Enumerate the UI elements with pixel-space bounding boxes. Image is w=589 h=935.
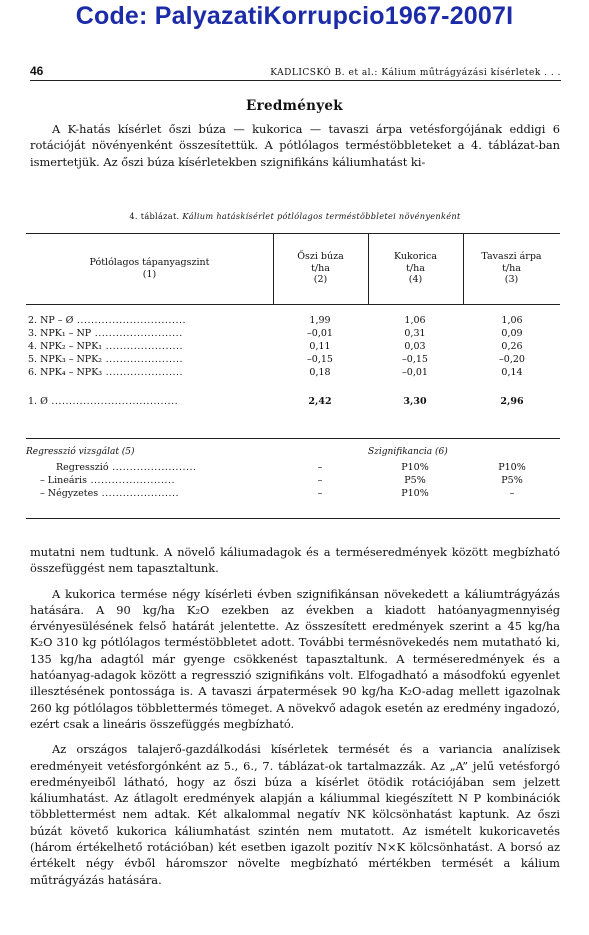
intro-text [30,121,560,170]
table-caption-number: 4. táblázat. [129,211,180,221]
running-head [30,64,561,78]
significance-heading: Szignifikancia (6) [368,447,448,457]
row-label: 1. Ø .................................... [28,396,179,407]
cell-barley: – [509,488,515,499]
row-label: 3. NPK₁ – NP ......................... [28,328,183,339]
row-label: 4. NPK₂ – NPK₁ ...................... [28,341,184,352]
column-num: (4) [408,274,423,285]
cell-maize: P10% [401,462,429,473]
cell-wheat: – [317,462,323,473]
table-row-regression [26,462,560,474]
row-label: – Lineáris ........................ [40,475,175,486]
row-label: Regresszió ........................ [56,462,197,473]
table-row [26,341,560,353]
table-row [26,354,560,366]
table-header-level [26,257,273,280]
cell-wheat: 2,42 [308,396,332,407]
cell-maize: 0,31 [404,328,426,339]
table-row-regression [26,475,560,487]
column-unit: t/ha [502,262,521,274]
cell-maize: P5% [404,475,426,486]
row-label: 5. NPK₃ – NPK₂ ...................... [28,354,184,365]
cell-wheat: – [317,475,323,486]
cell-maize: 1,06 [404,315,426,326]
cell-maize: –0,01 [402,367,428,378]
header-rule [30,80,561,81]
paragraph-maize: A kukorica termése négy kísérleti évben szignifikánsan növekedett a káliumtrágyázás hatására. A 90 kg/ha K₂O ezekben az években a kiadott hatóanyagmennyiség érvényesülésének felső határát jelentette. Az összesített eredmények szerint a 45 kg/ha K₂O 310 kg pótlólagos terméstöbbletet adott. További termésnövekedés nem mutatható ki, 135 kg/ha adagtól már gyenge csökkenést tapasztaltunk. A terméseredmények és a hatóanyag-adagok között a regresszió szignifikáns volt. Elfogadható a másodfokú egyenlet illesztésének pontossága is. A tavaszi árpatermések 90 kg/ha K₂O-adag mellett igazolnak 260 kg pótlólagos többlettermés tömeget. A növekvő adagok esetén az eredmény ingadozó, ezért csak a lineáris összefüggés megbízható. [30,586,560,731]
paragraph-national-trials: Az országos talajerő-gazdálkodási kísérletek termését és a variancia analízisek eredményeit vetésforgónként az 5., 6., 7. táblázat-ok tartalmazzák. Az „A” jelű vetésforgó eredményeiből látható, hogy az őszi búza a kísérlet ötödik rotációjában sem jelzett káliumhatást. Az átlagolt eredmények alapján a káliummal kiegészített N P kombinációk többlettermést nem adtak. Két alkalommal negatív NK kölcsönhatást kaptunk. Az őszi búzát követő kukorica káliumhatást szintén nem mutatott. Az ismételt kukoricavetés (három értékelhető rotációban) két esetben igazolt pozitív N×K kölcsönhatást. A borsó az értékelt négy évből háromszor növelte megbízható mértékben termését a kálium műtrágyázás hatására. [30,742,560,887]
column-name: Tavaszi árpa [481,251,542,262]
results-table [26,233,560,523]
column-name: Kukorica [393,251,438,262]
table-row [26,315,560,327]
table-bottom-rule [26,518,560,519]
intro-paragraph: A K-hatás kísérlet őszi búza — kukorica — tavaszi árpa vetésforgójának eddigi 6 rotációját növényenként összesítettük. A pótlólagos terméstöbbleteket a 4. táblázat-ban ismertetjük. Az őszi búza kísérletekben szignifikáns káliumhatást ki- [30,122,560,169]
cell-maize: 3,30 [403,396,427,407]
cell-barley: 2,96 [500,396,524,407]
cell-barley: 1,06 [501,315,523,326]
cell-barley: P5% [501,475,523,486]
table-row-control [26,396,560,408]
column-num: (2) [313,274,328,285]
row-label: 2. NP – Ø ............................... [28,315,187,326]
table-header-maize [368,251,463,286]
table-caption [30,211,560,221]
cell-wheat: – [317,488,323,499]
table-header-barley [463,251,560,286]
cell-wheat: 1,99 [309,315,331,326]
column-unit: t/ha [406,262,425,274]
table-row [26,328,560,340]
document-code-banner: Code: PalyazatiKorrupcio1967-2007I [75,2,514,30]
cell-barley: –0,20 [499,354,525,365]
body-text [30,544,560,888]
table-mid-rule [26,438,560,439]
cell-maize: 0,03 [404,341,426,352]
table-row [26,367,560,379]
regression-heading: Regresszió vizsgálat (5) [26,447,135,457]
cell-barley: 0,09 [501,328,523,339]
cell-barley: 0,26 [501,341,523,352]
cell-maize: –0,15 [402,354,428,365]
column-num: (3) [504,274,519,285]
cell-maize: P10% [401,488,429,499]
table-header-level-num: (1) [142,268,157,280]
page-number: 46 [30,64,44,78]
column-name: Őszi búza [297,251,344,262]
table-header-wheat [273,251,368,286]
cell-wheat: –0,15 [307,354,333,365]
column-unit: t/ha [311,262,330,274]
table-header-rule [26,304,560,305]
cell-wheat: 0,11 [309,341,331,352]
row-label: 6. NPK₄ – NPK₃ ...................... [28,367,184,378]
table-row-regression [26,488,560,500]
cell-barley: 0,14 [501,367,523,378]
cell-barley: P10% [498,462,526,473]
table-caption-title: Kálium hatáskísérlet pótlólagos terméstöbbletei növényenként [182,211,461,221]
table-top-rule [26,233,560,234]
section-heading: Eredmények [246,98,343,114]
paragraph-continuation: mutatni nem tudtunk. A növelő káliumadagok és a terméseredmények között megbízható összefüggést nem tapasztaltunk. [30,545,560,576]
row-label: – Négyzetes ...................... [40,488,180,499]
table-header-level-label: Pótlólagos tápanyagszint [89,257,210,268]
cell-wheat: –0,01 [307,328,333,339]
cell-wheat: 0,18 [309,367,331,378]
running-title: KADLICSKÓ B. et al.: Kálium műtrágyázási kísérletek . . . [270,68,561,78]
